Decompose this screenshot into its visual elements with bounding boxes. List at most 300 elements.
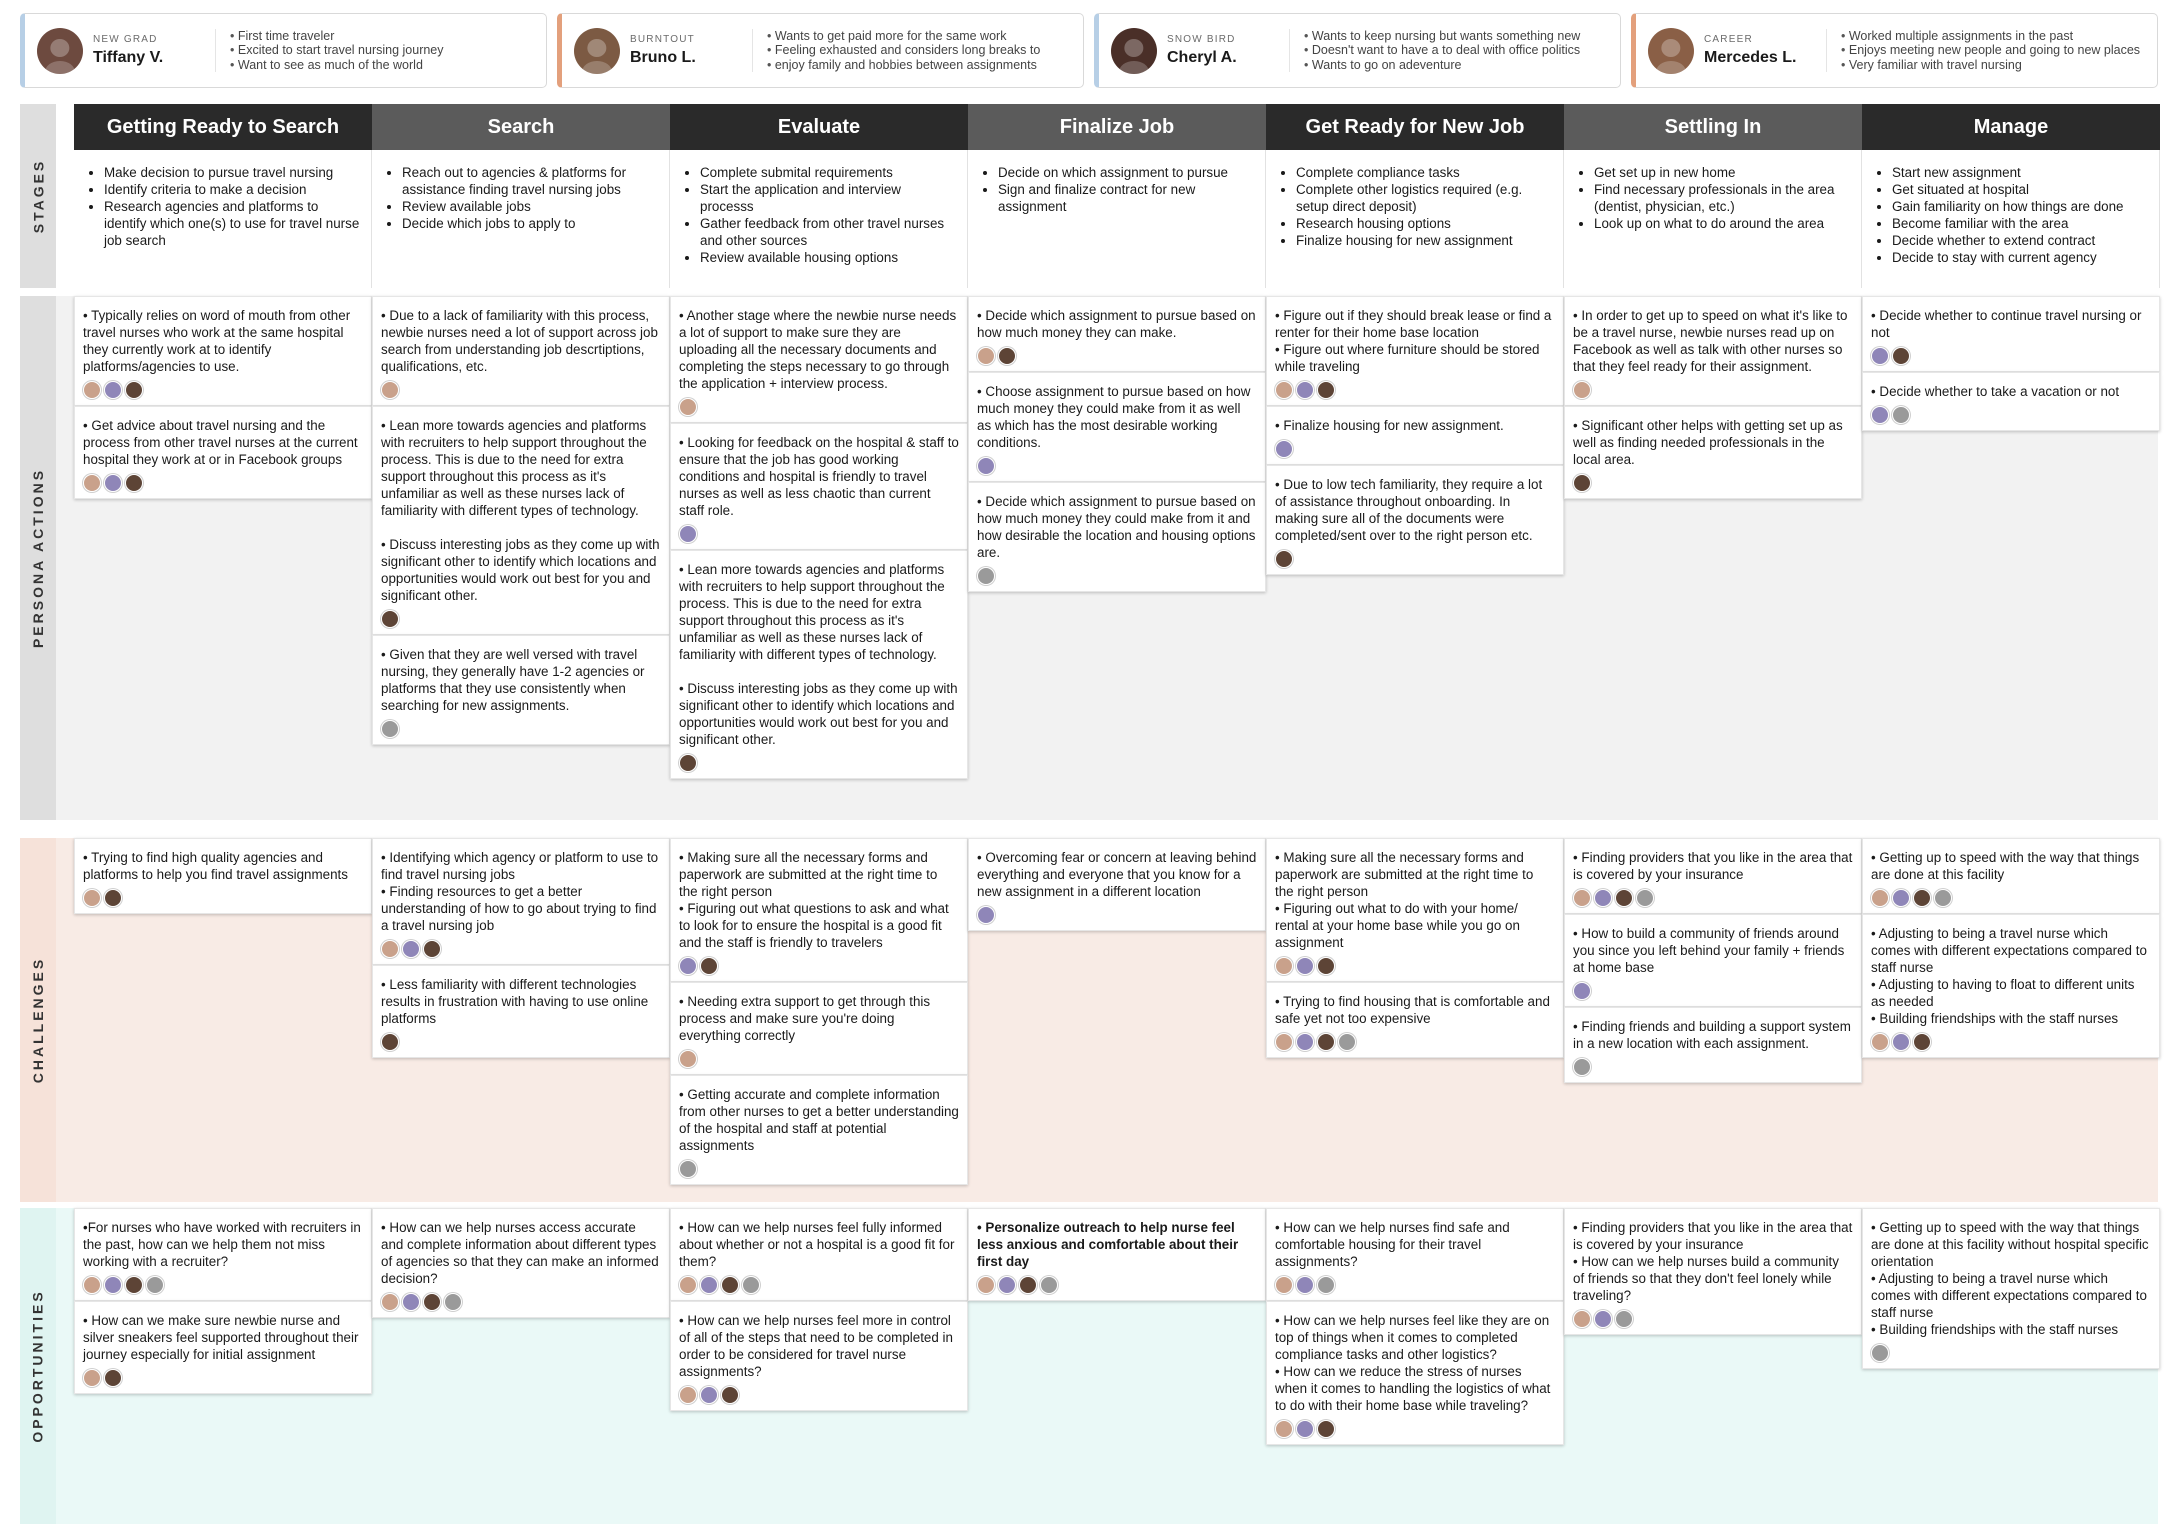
stage-task: • Sign and finalize contract for new assignment [998,181,1255,215]
persona-name: Bruno L. [630,49,696,66]
opportunity-column [372,1208,670,1318]
persona-action-note[interactable] [1266,296,1564,406]
persona-dots [1275,1033,1555,1051]
persona-identity [25,28,215,74]
note-text: • Figure out if they should break lease or find a renter for their home base location • Figure out where furniture should be stored while traveling [1275,308,1552,374]
note-text: • How can we help nurses feel like they are on top of things when it comes to completed compliance tasks and other logistics? • How can we reduce the stress of nurses when it comes to handling the logistics of what to do with their home base while traveling? [1275,1313,1551,1413]
persona-names [1704,34,1796,67]
stage-header: Settling In [1564,104,1862,150]
persona-dots [679,754,959,772]
persona-card[interactable] [1631,13,2158,88]
persona-avatar-dot [1892,347,1910,365]
persona-dots [679,525,959,543]
note-text: • Significant other helps with getting set up as well as finding needed professionals in the local area. [1573,418,1847,467]
persona-avatar-dot [1275,1033,1293,1051]
note-text: • How can we help nurses feel more in control of all of the steps that need to be completed in order to be considered for travel nurse assignments? [679,1313,957,1379]
persona-dots [1573,889,1853,907]
persona-dots [1871,1344,2151,1362]
persona-avatar-dot [1275,957,1293,975]
persona-avatar-dot [977,1276,995,1294]
note-text: • Getting accurate and complete information from other nurses to get a better understanding of the hospital and staff at potential assignments [679,1087,963,1153]
persona-dots [977,567,1257,585]
persona-trait: • Want to see as much of the world [230,58,444,73]
persona-avatar-dot [381,610,399,628]
challenge-column [74,838,372,914]
stage-task: • Decide which jobs to apply to [402,215,659,232]
persona-names [93,34,163,67]
persona-avatar-dot [1871,1344,1889,1362]
note-text: • Getting up to speed with the way that things are done at this facility [1871,850,2143,882]
avatar [1648,28,1694,74]
persona-dots [679,1050,959,1068]
stage-column [1564,150,1862,288]
stage-task-list [388,164,659,232]
persona-traits [215,29,444,73]
persona-avatar-dot [1317,381,1335,399]
persona-action-column [1564,296,1862,499]
persona-dots [381,720,661,738]
opportunity-column [968,1208,1266,1301]
note-text: • Personalize outreach to help nurse feel less anxious and comfortable about their first day [977,1220,1242,1269]
persona-dots [977,906,1257,924]
persona-avatar-dot [1573,381,1591,399]
persona-dots [1275,550,1555,568]
persona-dots [1573,381,1853,399]
avatar [574,28,620,74]
persona-avatar-dot [679,1160,697,1178]
stage-task: • Complete other logistics required (e.g. setup direct deposit) [1296,181,1553,215]
note-text: • How can we help nurses feel fully informed about whether or not a hospital is a good fit for them? [679,1220,959,1269]
persona-trait: • Wants to go on adeventure [1304,58,1580,73]
persona-name: Mercedes L. [1704,49,1797,66]
persona-avatar-dot [1871,1033,1889,1051]
note-text: • Due to a lack of familiarity with this process, newbie nurses need a lot of support across job search from understanding job descrtiptions, qualifications, etc. [381,308,662,374]
persona-action-note[interactable] [1266,406,1564,465]
challenge-column [372,838,670,1058]
stage-task: • Research agencies and platforms to identify which one(s) to use for travel nurse job search [104,198,361,249]
persona-avatar-dot [381,1033,399,1051]
persona-avatar-dot [1296,1276,1314,1294]
note-text: • Adjusting to being a travel nurse which comes with different expectations compared to staff nurse • Adjusting to having to float to different units as needed • Building friendships with the staff nurses [1871,926,2147,1026]
persona-avatar-dot [83,474,101,492]
persona-action-note[interactable] [968,372,1266,482]
challenge-note[interactable] [1266,838,1564,982]
opportunity-note[interactable] [1266,1301,1564,1445]
stage-header: Search [372,104,670,150]
note-text: • Making sure all the necessary forms and paperwork are submitted at the right time to the right person • Figuring out what to do with your home/ rental at your home base while you go on assignment [1275,850,1534,950]
persona-avatar-dot [1040,1276,1058,1294]
persona-avatar-dot [1573,474,1591,492]
persona-dots [1275,1420,1555,1438]
persona-action-note[interactable] [74,296,372,406]
persona-action-column [372,296,670,745]
note-text: • Decide whether to take a vacation or not [1871,384,2120,399]
persona-action-note[interactable] [1266,465,1564,575]
stage-task: • Look up on what to do around the area [1594,215,1851,232]
lane-label-opportunities [20,1208,56,1524]
lane-label-stages [20,104,56,288]
persona-avatar-dot [721,1386,739,1404]
persona-avatar-dot [83,889,101,907]
note-text: • Getting up to speed with the way that things are done at this facility without hospital specific orientation • Adjusting to being a travel nurse which comes with different expectations compared to staff nurse • Building friendships with the staff nurses [1871,1220,2149,1337]
opportunity-note[interactable] [1862,1208,2160,1369]
persona-avatar-dot [381,1293,399,1311]
persona-avatar-dot [1573,1058,1591,1076]
note-text: • Finalize housing for new assignment. [1275,418,1504,433]
persona-avatar-dot [1296,1033,1314,1051]
persona-avatar-dot [83,1276,101,1294]
stage-column [372,150,670,288]
persona-dots [679,957,959,975]
stage-task: • Identify criteria to make a decision [104,181,361,198]
lane-label-text: CHALLENGES [30,956,47,1084]
note-text: • Due to low tech familiarity, they require a lot of assistance throughout onboarding. In making sure all of the documents were completed/sent over to the right person etc. [1275,477,1546,543]
challenge-note[interactable] [670,982,968,1075]
persona-avatar-dot [104,474,122,492]
note-text: • Decide whether to continue travel nursing or not [1871,308,2146,340]
persona-avatar-dot [679,754,697,772]
persona-avatar-dot [1594,889,1612,907]
persona-avatar-dot [679,525,697,543]
persona-action-column [1862,296,2160,431]
persona-avatar-dot [104,1276,122,1294]
persona-name: Cheryl A. [1167,49,1237,66]
stage-task-list [686,164,957,266]
stage-task-list [90,164,361,249]
persona-dots [1275,1276,1555,1294]
persona-action-column [74,296,372,499]
persona-avatar-dot [1615,889,1633,907]
persona-action-note[interactable] [968,296,1266,372]
persona-avatar-dot [1871,347,1889,365]
persona-avatar-dot [402,1293,420,1311]
challenge-note[interactable] [1862,914,2160,1058]
note-text: • Finding providers that you like in the area that is covered by your insurance [1573,850,1857,882]
persona-dots [381,1293,661,1311]
persona-dots [1275,440,1555,458]
persona-avatar-dot [700,1386,718,1404]
persona-dots [977,1276,1257,1294]
note-text: • Another stage where the newbie nurse needs a lot of support to make sure they are uploading all the necessary documents and completing the steps necessary to go through the application + interview process. [679,308,960,391]
note-text: • Given that they are well versed with travel nursing, they generally have 1-2 agencies or platforms that they use consistently when searching for new assignments. [381,647,649,713]
persona-avatar-dot [679,1050,697,1068]
challenge-note[interactable] [670,1075,968,1185]
persona-avatar-dot [402,940,420,958]
challenge-column [968,838,1266,931]
persona-dots [83,1369,363,1387]
persona-avatar-dot [679,1276,697,1294]
persona-dots [679,1276,959,1294]
persona-avatar-dot [1615,1310,1633,1328]
note-text: • Finding providers that you like in the area that is covered by your insurance • How can we help nurses build a community of friends so that they don't feel lonely while traveling? [1573,1220,1853,1303]
persona-action-note[interactable] [372,635,670,745]
stage-task: • Review available jobs [402,198,659,215]
stage-task: • Complete submital requirements [700,164,957,181]
persona-avatar-dot [1317,957,1335,975]
note-text: • Trying to find high quality agencies and platforms to help you find travel assignments [83,850,348,882]
opportunity-note[interactable] [670,1301,968,1411]
challenge-note[interactable] [670,838,968,982]
persona-action-note[interactable] [1564,296,1862,406]
persona-avatar-dot [125,1276,143,1294]
persona-identity [562,28,752,74]
note-text: • Typically relies on word of mouth from other travel nurses who work at the same hospital they currently work at to identify platforms/agencies to use. [83,308,354,374]
note-text: • Needing extra support to get through this process and make sure you're doing everything correctly [679,994,934,1043]
note-text: • How can we help nurses access accurate and complete information about different types of agencies so that they can make an informed decision? [381,1220,663,1286]
stage-task-list [1580,164,1851,232]
note-text: • Identifying which agency or platform to use to find travel nursing jobs • Finding resources to get a better understanding of how to go about trying to find a travel nursing job [381,850,659,933]
persona-dots [381,940,661,958]
stage-task: • Decide on which assignment to pursue [998,164,1255,181]
lane-label-persona-actions [20,296,56,820]
persona-row [20,13,2158,88]
persona-trait: • First time traveler [230,29,444,44]
opportunity-column [670,1208,968,1411]
journey-board [20,104,2158,1524]
persona-action-column [968,296,1266,592]
persona-avatar-dot [679,1386,697,1404]
persona-card[interactable] [1094,13,1621,88]
opportunity-column [1266,1208,1564,1445]
opportunity-note[interactable] [968,1208,1266,1301]
avatar [37,28,83,74]
persona-dots [977,347,1257,365]
opportunity-note[interactable] [74,1301,372,1394]
stage-task: • Research housing options [1296,215,1553,232]
persona-action-note[interactable] [74,406,372,499]
note-text: • Lean more towards agencies and platforms with recruiters to help support throughout the process. This is due to the need for extra support throughout this process as it's unfamiliar as well as these nurses lack of familiarity with different types of technology. • Discuss interesting jobs as they come up with significant other to identify which locations and opportunities would work out best for you and significant other. [679,562,958,747]
opportunity-note[interactable] [74,1208,372,1301]
persona-avatar-dot [1934,889,1952,907]
persona-avatar-dot [1296,957,1314,975]
persona-avatar-dot [1317,1276,1335,1294]
stage-task-list [1878,164,2149,266]
stage-header: Get Ready for New Job [1266,104,1564,150]
challenge-column [1266,838,1564,1058]
note-text: • Making sure all the necessary forms and paperwork are submitted at the right time to the right person • Figuring out what questions to ask and what to look for to ensure the hospital is a good fit and the staff is friendly to travelers [679,850,949,950]
persona-names [630,34,696,67]
note-text: • How to build a community of friends around you since you left behind your family + friends at home base [1573,926,1849,975]
persona-dots [83,1276,363,1294]
persona-avatar-dot [1275,381,1293,399]
persona-action-column [670,296,968,779]
persona-dots [1275,957,1555,975]
avatar [1111,28,1157,74]
persona-action-note[interactable] [670,550,968,779]
persona-avatar-dot [1296,1420,1314,1438]
persona-avatar-dot [977,567,995,585]
persona-avatar-dot [1871,406,1889,424]
persona-dots [679,1160,959,1178]
persona-avatar-dot [1317,1033,1335,1051]
note-text: • Looking for feedback on the hospital & staff to ensure that the job has good working conditions and hospital is friendly to travel nurses as well as less chaotic than current staff role. [679,435,963,518]
persona-trait: • Enjoys meeting new people and going to new places [1841,43,2140,58]
persona-dots [1871,347,2151,365]
persona-dots [1573,982,1853,1000]
persona-dots [1871,406,2151,424]
stage-task: • Decide to stay with current agency [1892,249,2149,266]
stage-task: • Become familiar with the area [1892,215,2149,232]
persona-action-note[interactable] [1862,296,2160,372]
persona-action-note[interactable] [1862,372,2160,431]
persona-avatar-dot [1317,1420,1335,1438]
persona-avatar-dot [721,1276,739,1294]
stage-task: • Find necessary professionals in the area (dentist, physician, etc.) [1594,181,1851,215]
persona-avatar-dot [104,381,122,399]
note-text: • Finding friends and building a support system in a new location with each assignment. [1573,1019,1855,1051]
persona-trait: • Feeling exhausted and considers long breaks to [767,43,1040,58]
persona-avatar-dot [1892,406,1910,424]
persona-dots [1573,474,1853,492]
opportunity-column [1862,1208,2160,1369]
persona-dots [1871,889,2151,907]
persona-avatar-dot [977,906,995,924]
persona-dots [679,398,959,416]
note-text: • Overcoming fear or concern at leaving behind everything and everyone that you know for a new assignment in a different location [977,850,1261,899]
stage-task-list [984,164,1255,215]
stage-task: • Get situated at hospital [1892,181,2149,198]
persona-avatar-dot [381,720,399,738]
lane-label-text: STAGES [30,158,46,234]
persona-avatar-dot [83,1369,101,1387]
persona-type: BURNTOUT [630,34,695,45]
opportunity-column [74,1208,372,1394]
persona-avatar-dot [1573,982,1591,1000]
persona-avatar-dot [679,398,697,416]
stage-column [1862,150,2160,288]
persona-action-note[interactable] [670,296,968,423]
note-text: • How can we make sure newbie nurse and silver sneakers feel supported throughout their journey especially for initial assignment [83,1313,363,1362]
persona-avatar-dot [381,940,399,958]
persona-avatar-dot [1275,550,1293,568]
challenge-column [670,838,968,1185]
persona-avatar-dot [1892,1033,1910,1051]
stage-task: • Complete compliance tasks [1296,164,1553,181]
lane-label-text: PERSONA ACTIONS [30,467,46,649]
note-text: • How can we help nurses find safe and comfortable housing for their travel assignments? [1275,1220,1514,1269]
persona-names [1167,34,1237,67]
opportunity-note[interactable] [670,1208,968,1301]
challenge-note[interactable] [1266,982,1564,1058]
persona-avatar-dot [1913,1033,1931,1051]
persona-type: NEW GRAD [93,34,158,45]
note-text: • Get advice about travel nursing and the process from other travel nurses at the current hospital they work at or in Facebook groups [83,418,362,467]
challenge-column [1564,838,1862,1083]
persona-dots [679,1386,959,1404]
opportunity-note[interactable] [1564,1208,1862,1335]
persona-avatar-dot [1636,889,1654,907]
challenge-note[interactable] [1564,1007,1862,1083]
challenge-column [1862,838,2160,1058]
challenge-note[interactable] [1862,838,2160,914]
stage-column [1266,150,1564,288]
persona-avatar-dot [998,347,1016,365]
persona-dots [381,610,661,628]
persona-dots [1275,381,1555,399]
challenge-note[interactable] [372,838,670,965]
persona-avatar-dot [679,957,697,975]
persona-dots [1573,1310,1853,1328]
persona-avatar-dot [1594,1310,1612,1328]
stage-task: • Make decision to pursue travel nursing [104,164,361,181]
persona-avatar-dot [1573,1310,1591,1328]
persona-type: CAREER [1704,34,1753,45]
persona-dots [1871,1033,2151,1051]
persona-name: Tiffany V. [93,49,164,66]
persona-avatar-dot [1296,381,1314,399]
persona-card[interactable] [557,13,1084,88]
persona-avatar-dot [1275,440,1293,458]
persona-traits [752,29,1040,73]
persona-avatar-dot [1913,889,1931,907]
persona-action-note[interactable] [372,406,670,635]
persona-trait: • Excited to start travel nursing journey [230,43,444,58]
persona-avatar-dot [700,1276,718,1294]
stage-column [670,150,968,288]
stage-task: • Finalize housing for new assignment [1296,232,1553,249]
stage-task: • Start the application and interview processs [700,181,957,215]
persona-avatar-dot [977,457,995,475]
persona-avatar-dot [83,381,101,399]
persona-action-note[interactable] [670,423,968,550]
persona-avatar-dot [742,1276,760,1294]
persona-trait: • Wants to keep nursing but wants something new [1304,29,1580,44]
persona-avatar-dot [1573,889,1591,907]
persona-avatar-dot [1871,889,1889,907]
persona-avatar-dot [381,381,399,399]
persona-card[interactable] [20,13,547,88]
note-text: • In order to get up to speed on what it's like to be a travel nurse, newbie nurses read up on Facebook as well as talk with other nurses so that they feel ready for their assignment. [1573,308,1852,374]
challenge-note[interactable] [1564,838,1862,914]
stage-task: • Gain familiarity on how things are done [1892,198,2149,215]
stage-task: • Get set up in new home [1594,164,1851,181]
persona-action-note[interactable] [1564,406,1862,499]
stage-task: • Start new assignment [1892,164,2149,181]
opportunity-note[interactable] [372,1208,670,1318]
challenge-note[interactable] [968,838,1266,931]
persona-action-note[interactable] [968,482,1266,592]
persona-traits [1826,29,2140,73]
challenge-note[interactable] [1564,914,1862,1007]
persona-avatar-dot [104,1369,122,1387]
persona-dots [83,889,363,907]
opportunity-note[interactable] [1266,1208,1564,1301]
challenge-note[interactable] [372,965,670,1058]
persona-action-note[interactable] [372,296,670,406]
persona-dots [977,457,1257,475]
persona-trait: • enjoy family and hobbies between assignments [767,58,1040,73]
note-text: • Trying to find housing that is comfortable and safe yet not too expensive [1275,994,1554,1026]
persona-identity [1099,28,1289,74]
stage-task: • Decide whether to extend contract [1892,232,2149,249]
persona-trait: • Worked multiple assignments in the past [1841,29,2140,44]
stage-column [74,150,372,288]
persona-avatar-dot [1019,1276,1037,1294]
stage-task: • Review available housing options [700,249,957,266]
note-text: • Lean more towards agencies and platforms with recruiters to help support throughout the process. This is due to the need for extra support throughout this process as it's unfamiliar as well as these nurses lack of familiarity with different types of technology. • Discuss interesting jobs as they come up with significant other to identify which locations and opportunities would work out best for you and significant other. [381,418,660,603]
persona-dots [1573,1058,1853,1076]
stage-task-list [1282,164,1553,249]
stage-task: • Reach out to agencies & platforms for assistance finding travel nursing jobs [402,164,659,198]
lane-label-challenges [20,838,56,1202]
persona-identity [1636,28,1826,74]
note-text: • Choose assignment to pursue based on how much money they could make from it as well as which has the most desirable working conditions. [977,384,1255,450]
stage-header: Getting Ready to Search [74,104,372,150]
note-text: • Decide which assignment to pursue based on how much money they could make from it and how desirable the location and housing options are. [977,494,1260,560]
challenge-note[interactable] [74,838,372,914]
persona-avatar-dot [700,957,718,975]
persona-dots [83,474,363,492]
